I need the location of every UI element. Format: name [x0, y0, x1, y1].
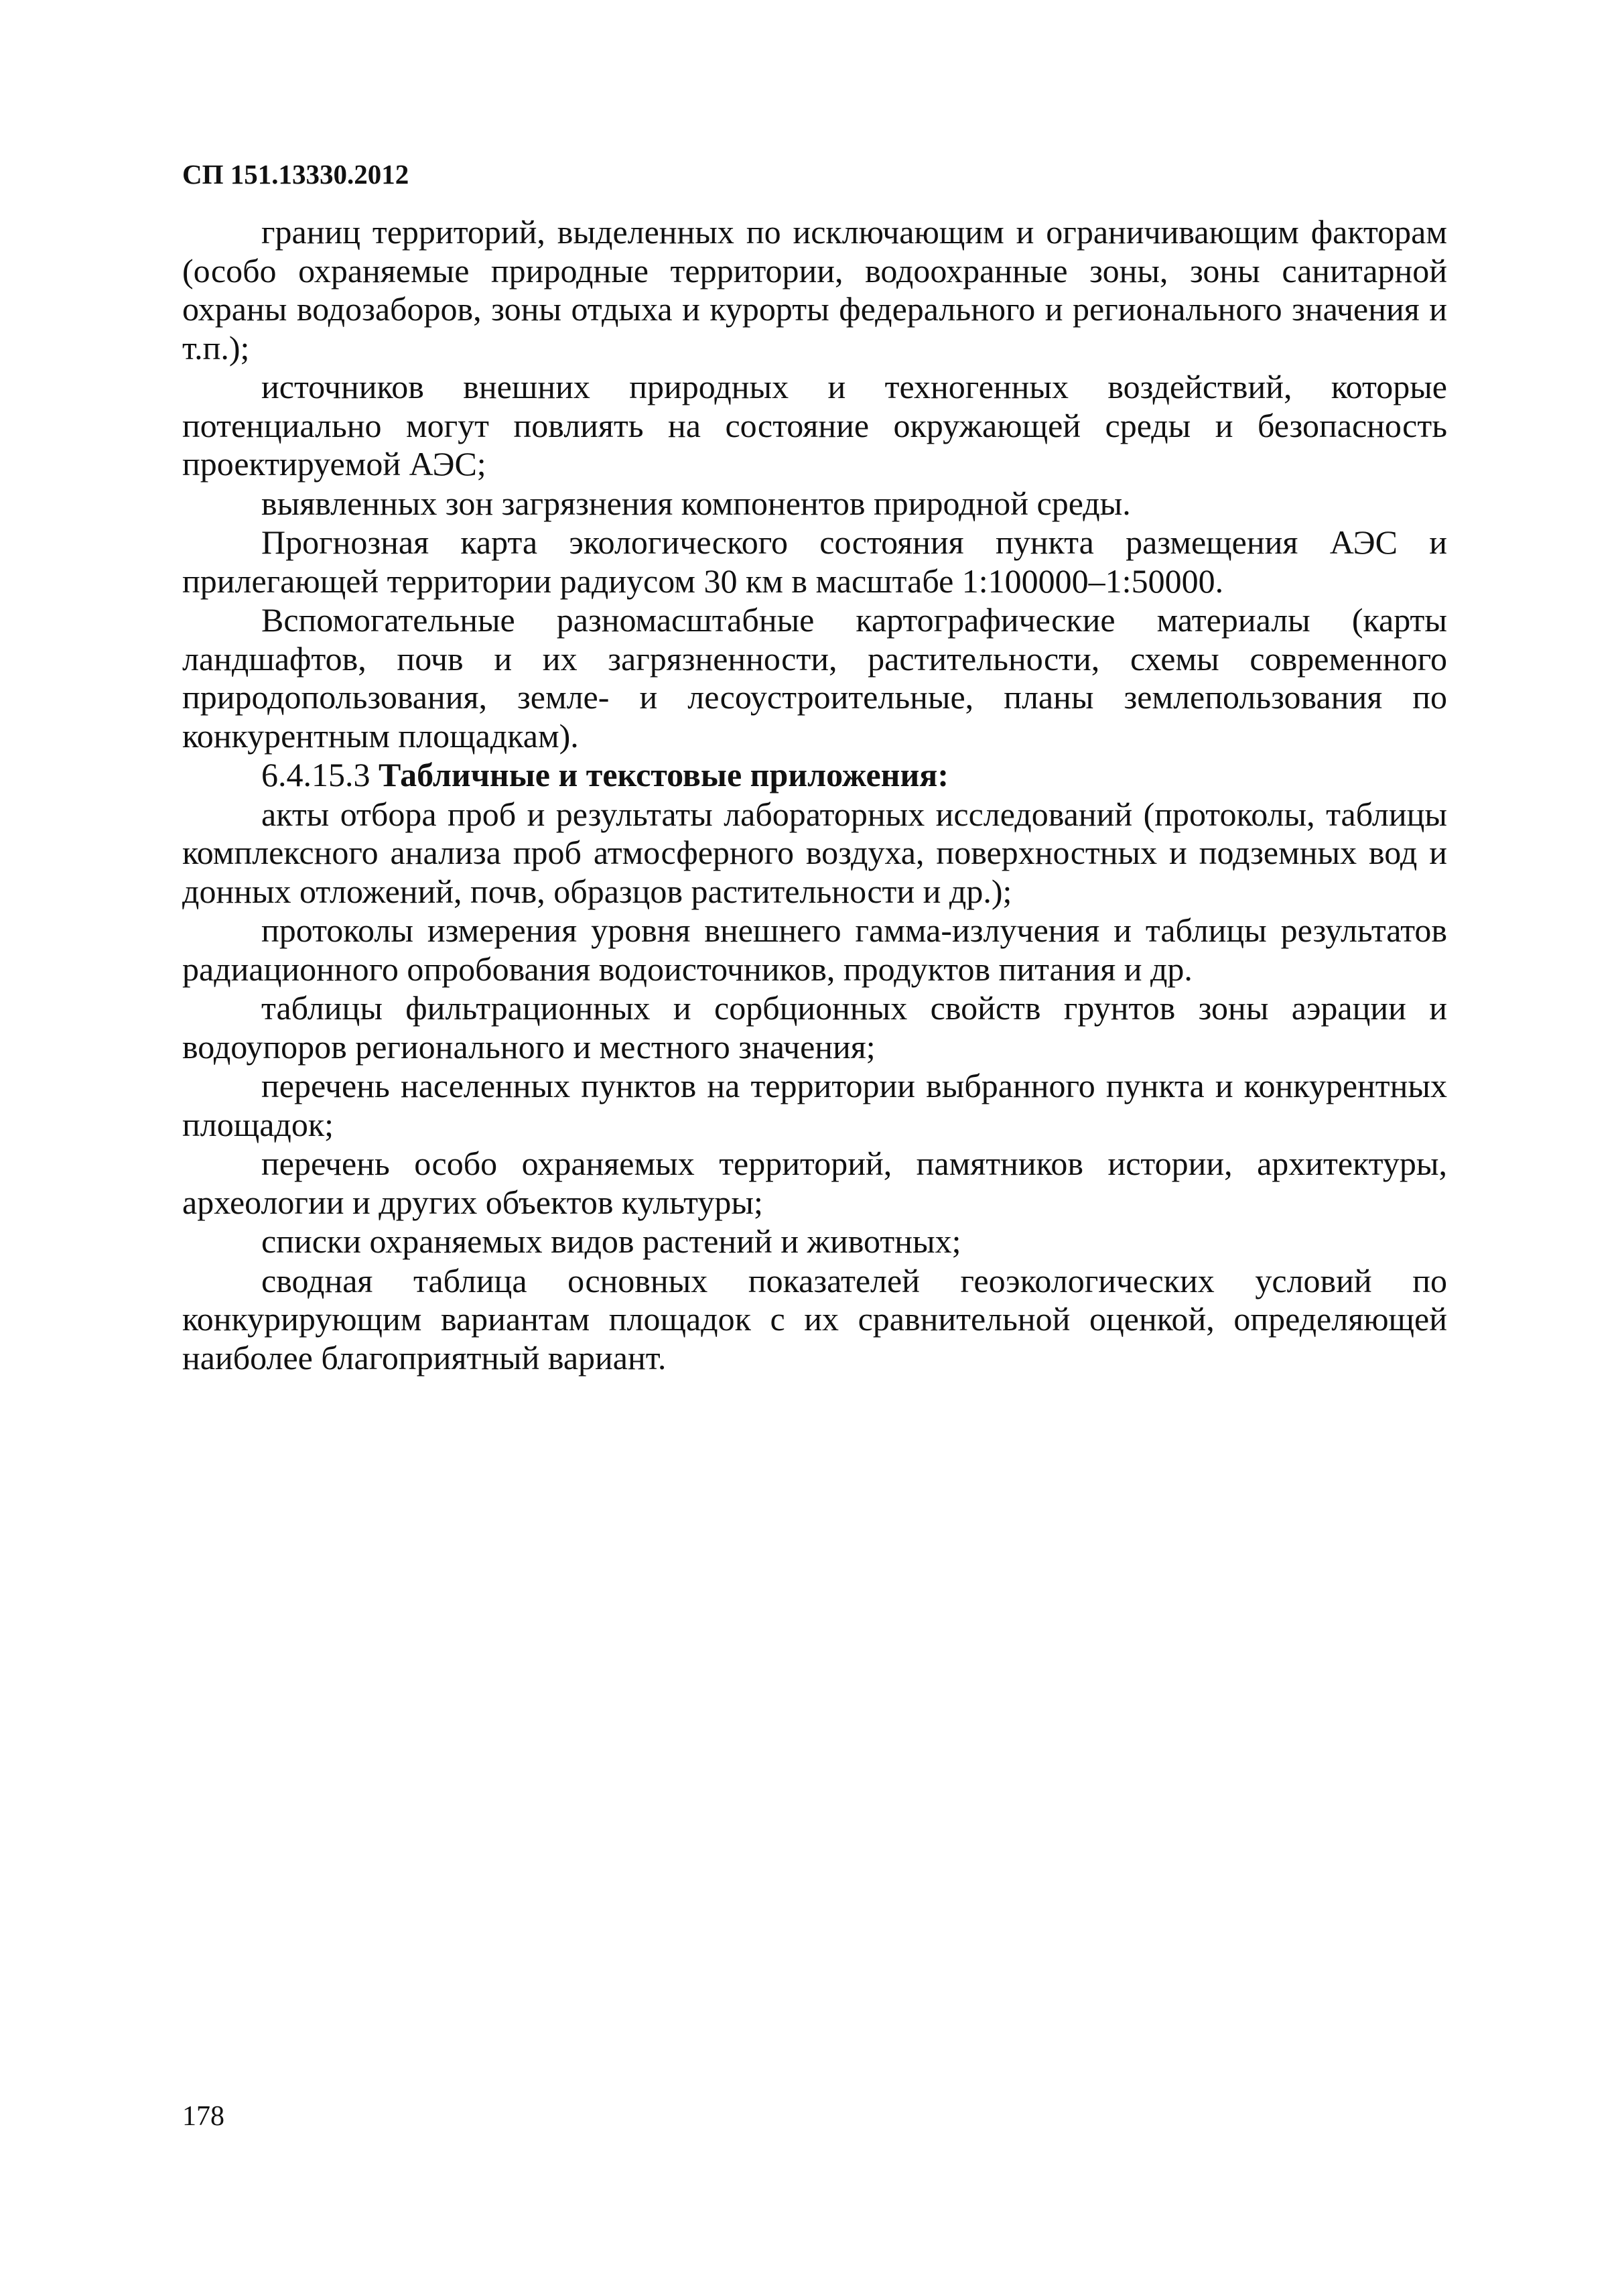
appendix-item-summary-table: сводная таблица основных показателей геоэкологических условий по конкурирующим вариантам площадок с их сравнительной оценкой, определяющей наиболее благоприятный вариант.: [182, 1261, 1447, 1377]
paragraph-forecast-map: Прогнозная карта экологического состояния пункта размещения АЭС и прилегающей территории радиусом 30 км в масштабе 1:100000–1:50000.: [182, 523, 1447, 600]
document-body: [182, 213, 1447, 1377]
appendix-item-gamma-protocols: протоколы измерения уровня внешнего гамма-излучения и таблицы результатов радиационного опробования водоисточников, продуктов питания и др.: [182, 911, 1447, 988]
appendix-item-protected-species: списки охраняемых видов растений и животных;: [261, 1222, 961, 1260]
paragraph-pollution-zones: выявленных зон загрязнения компонентов природной среды.: [261, 484, 1131, 522]
paragraph-auxiliary-maps: Вспомогательные разномасштабные картографические материалы (карты ландшафтов, почв и их загрязненности, растительности, схемы современного природопользования, земле- и лесоустроительные, планы землепользования по конкурентным площадкам).: [182, 601, 1447, 755]
section-number: 6.4.15.3: [261, 756, 370, 793]
appendix-item-soil-properties: таблицы фильтрационных и сорбционных свойств грунтов зоны аэрации и водоупоров регионального и местного значения;: [182, 989, 1447, 1066]
appendix-item-protected-areas: перечень особо охраняемых территорий, памятников истории, архитектуры, археологии и других объектов культуры;: [182, 1145, 1447, 1221]
document-code-header: СП 151.13330.2012: [182, 159, 409, 190]
section-heading: [182, 756, 1447, 795]
section-title: Табличные и текстовые приложения:: [379, 756, 949, 793]
appendix-item-sampling-acts: акты отбора проб и результаты лабораторных исследований (протоколы, таблицы комплексного анализа проб атмосферного воздуха, поверхностных и подземных вод и донных отложений, почв, образцов растительности и др.);: [182, 795, 1447, 910]
paragraph-external-impacts: источников внешних природных и техногенных воздействий, которые потенциально могут повлиять на состояние окружающей среды и безопасность проектируемой АЭС;: [182, 368, 1447, 483]
paragraph-territory-boundaries: границ территорий, выделенных по исключающим и ограничивающим факторам (особо охраняемые природные территории, водоохранные зоны, зоны санитарной охраны водозаборов, зоны отдыха и курорты федерального и регионального значения и т.п.);: [182, 213, 1447, 367]
appendix-item-settlements: перечень населенных пунктов на территории выбранного пункта и конкурентных площадок;: [182, 1067, 1447, 1143]
page-number: 178: [182, 2101, 224, 2132]
